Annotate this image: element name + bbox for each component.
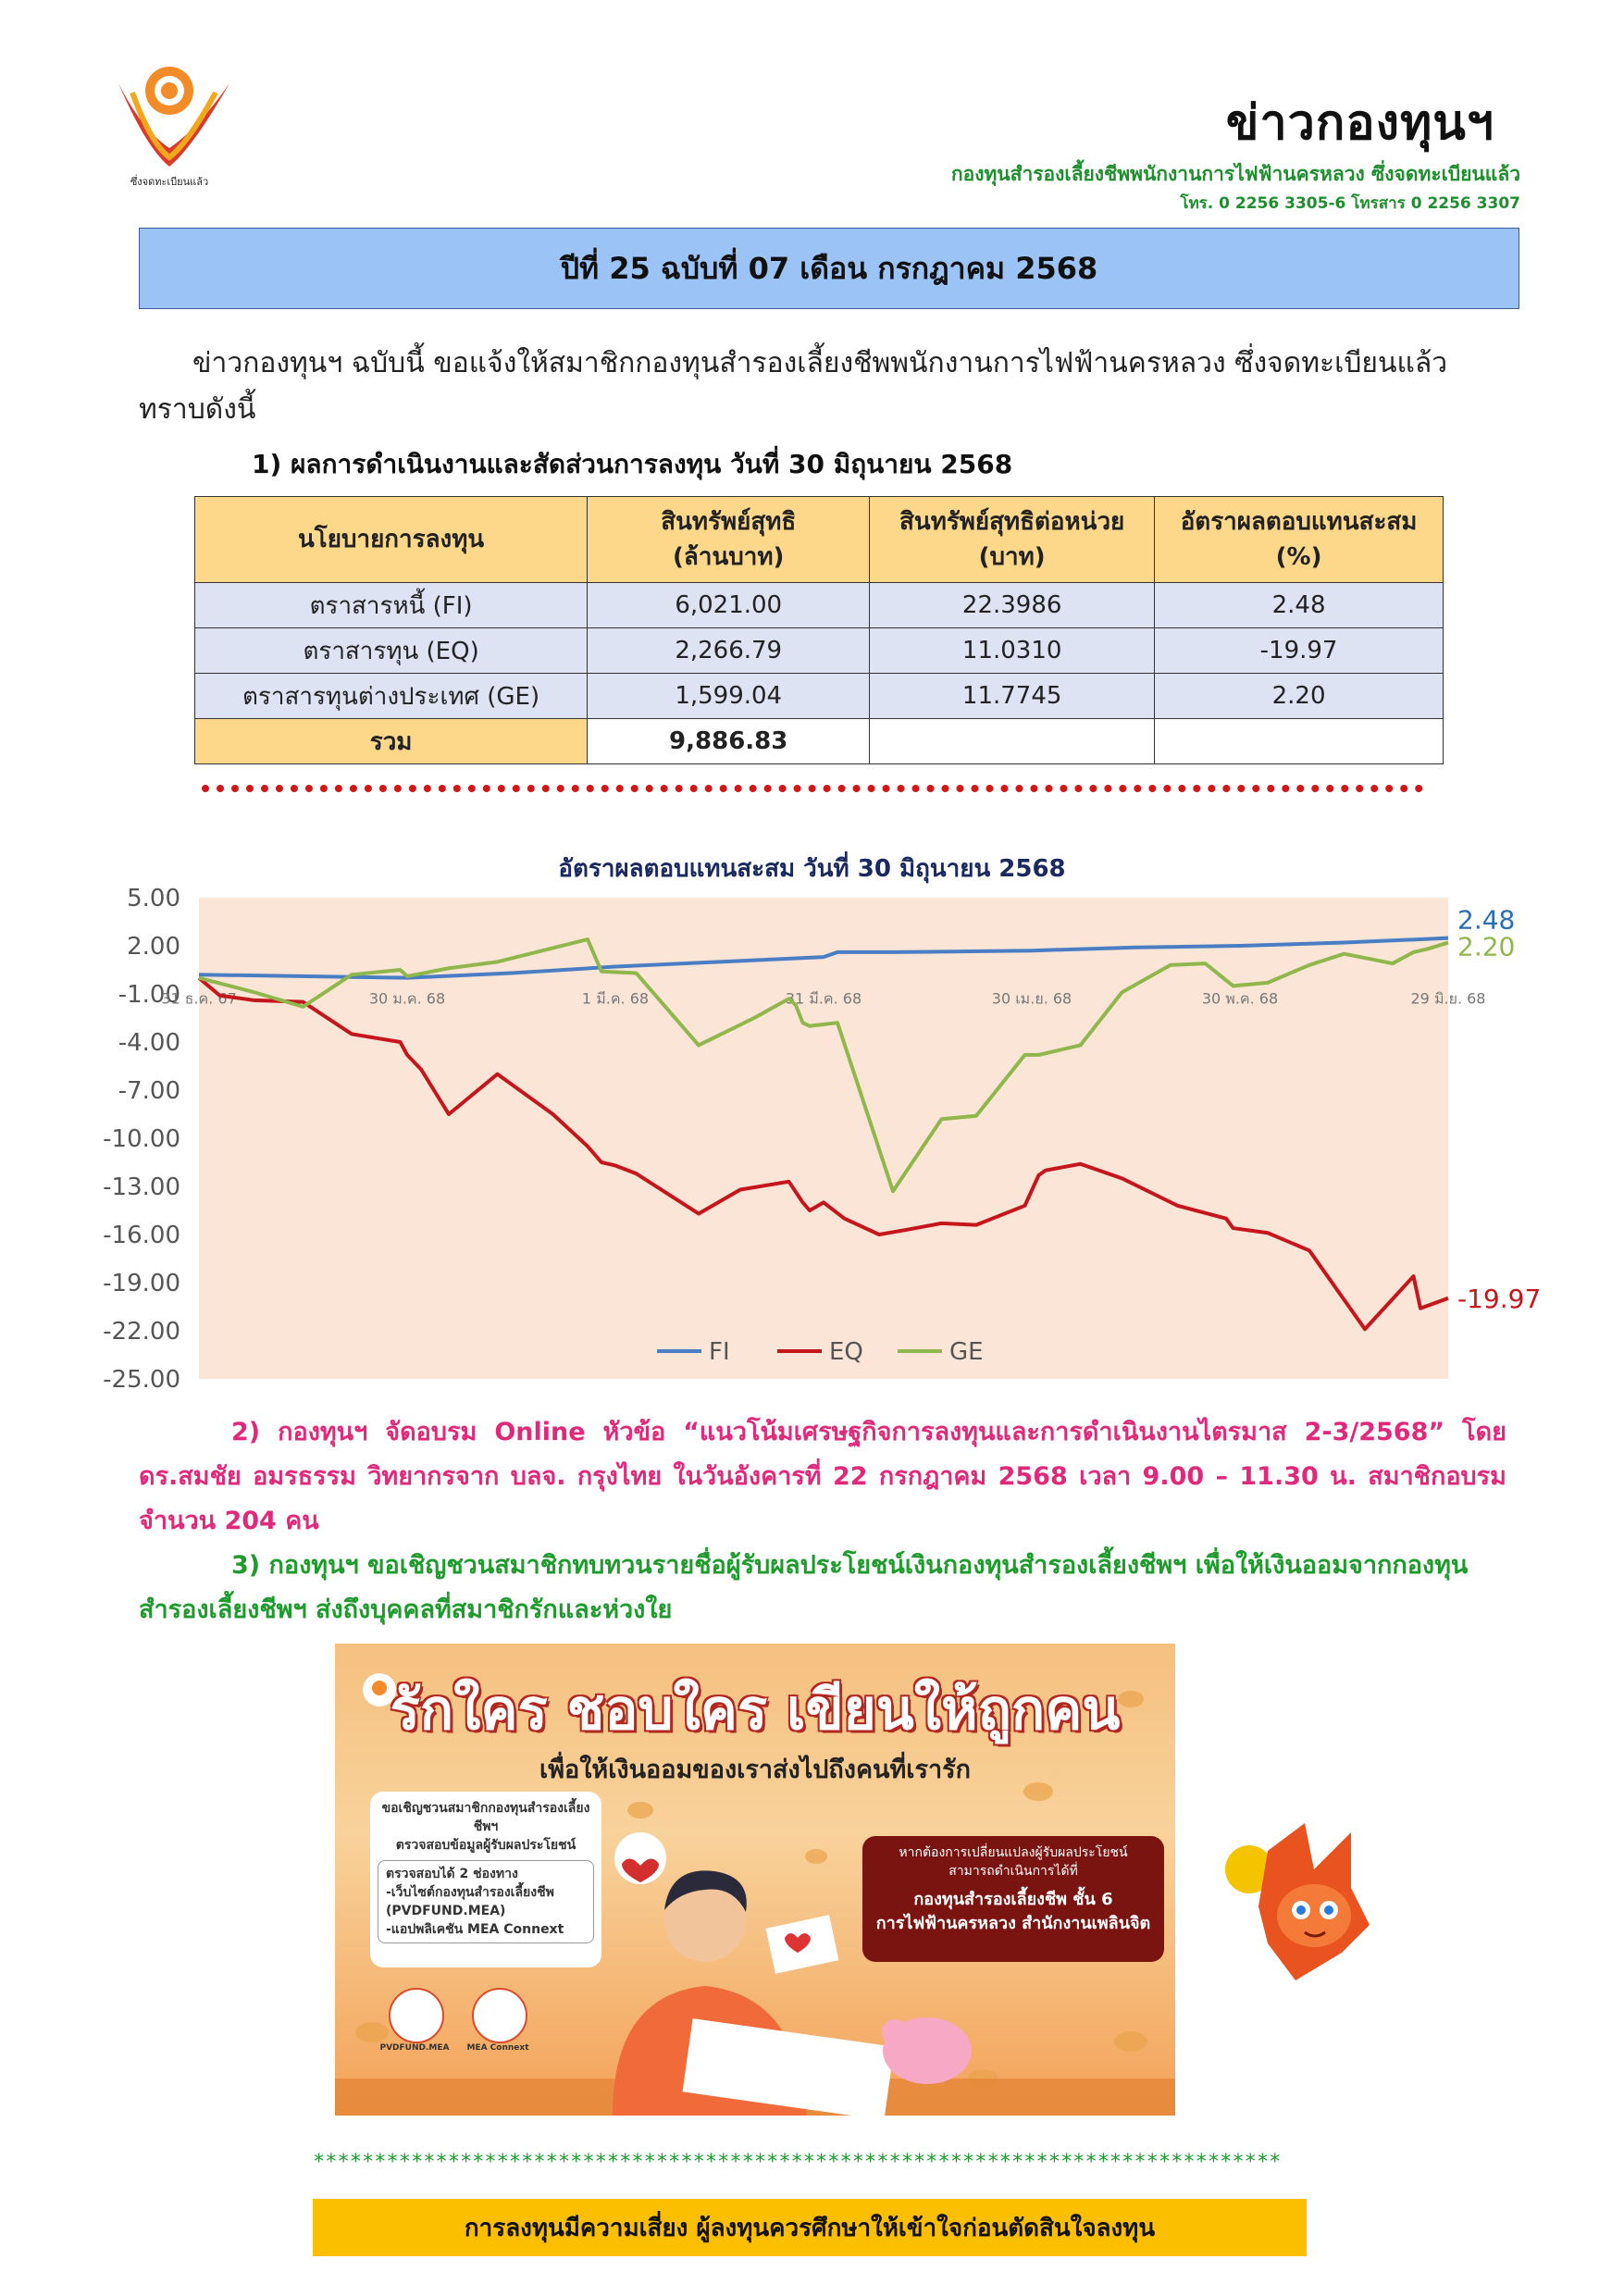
left-card-box-line1: -เว็บไซต์กองทุนสำรองเลี้ยงชีพ [386, 1885, 554, 1900]
globe-icon-label: PVDFUND.MEA [379, 2043, 450, 2053]
right-card-big1: กองทุนสำรองเลี้ยงชีพ ชั้น 6 [913, 1890, 1113, 1909]
left-card-box-title: ตรวจสอบได้ 2 ช่องทาง [386, 1867, 518, 1881]
x-tick-label: 31 มี.ค. 68 [785, 989, 862, 1008]
table-cell: 22.3986 [870, 583, 1155, 628]
intro-line1: ข่าวกองทุนฯ ฉบับนี้ ขอแจ้งให้สมาชิกกองทุนสำรองเลี้ยงชีพพนักงานการไฟฟ้านครหลวง ซึ่งจดทะเบียนแล้ว [192, 347, 1448, 379]
x-tick-label: 1 มี.ค. 68 [581, 989, 650, 1008]
y-tick-label: 2.00 [127, 933, 180, 961]
y-tick-label: -7.00 [118, 1077, 180, 1105]
performance-table [194, 496, 1444, 764]
section3-text: 3) กองทุนฯ ขอเชิญชวนสมาชิกทบทวนรายชื่อผู้รับผลประโยชน์เงินกองทุนสำรองเลี้ยงชีพฯ เพื่อให้เงินออมจากกองทุน สำรองเลี้ยงชีพฯ ส่งถึงบุคคลที่สมาชิกรักและห่วงใย [139, 1551, 1469, 1624]
table-cell [870, 719, 1155, 764]
legend-label: GE [949, 1338, 984, 1366]
star-divider: ******************************************************************************* [313, 2151, 1282, 2174]
banner-left-card [370, 1792, 601, 1967]
news-title: ข่าวกองทุนฯ [1225, 95, 1494, 151]
banner-title: รักใคร ชอบใคร เขียนให้ถูกคน [390, 1678, 1121, 1743]
table-cell: ตราสารหนี้ (FI) [195, 583, 588, 628]
table-cell: ตราสารทุนต่างประเทศ (GE) [195, 674, 588, 719]
section3-paragraph [139, 1544, 1506, 1632]
y-tick-label: -13.00 [103, 1173, 180, 1201]
risk-warning: การลงทุนมีความเสี่ยง ผู้ลงทุนควรศึกษาให้เข้าใจก่อนตัดสินใจลงทุน [313, 2199, 1307, 2256]
left-card-box [378, 1860, 594, 1943]
section1-heading: 1) ผลการดำเนินงานและสัดส่วนการลงทุน วันที่ 30 มิถุนายน 2568 [252, 449, 1013, 479]
chart-title: อัตราผลตอบแทนสะสม วันที่ 30 มิถุนายน 2568 [558, 855, 1066, 883]
globe-icon [389, 1988, 444, 2043]
end-label: 2.20 [1457, 931, 1516, 962]
dotted-divider [202, 785, 1423, 792]
banner-subtitle: เพื่อให้เงินออมของเราส่งไปถึงคนที่เรารัก [539, 1756, 972, 1784]
fund-name: กองทุนสำรองเลี้ยงชีพพนักงานการไฟฟ้านครหลวง ซึ่งจดทะเบียนแล้ว [950, 163, 1520, 185]
right-card-line1: หากต้องการเปลี่ยนแปลงผู้รับผลประโยชน์ [899, 1845, 1128, 1860]
y-tick-label: -19.00 [103, 1270, 180, 1297]
banner-right-card [862, 1836, 1164, 1962]
app-icon [472, 1988, 527, 2043]
table-cell: -19.97 [1155, 628, 1444, 674]
issue-banner: ปีที่ 25 ฉบับที่ 07 เดือน กรกฎาคม 2568 [139, 228, 1519, 309]
table-header-row [195, 497, 1444, 583]
table-row [195, 674, 1444, 719]
end-label: -19.97 [1457, 1283, 1542, 1314]
legend-label: EQ [829, 1338, 863, 1366]
legend-label: FI [709, 1338, 730, 1366]
y-tick-label: -25.00 [103, 1366, 180, 1394]
table-total-value: 9,886.83 [588, 719, 870, 764]
logo-caption: ซึ่งจดทะเบียนแล้ว [130, 176, 209, 188]
table-row [195, 583, 1444, 628]
y-tick-label: -16.00 [103, 1222, 180, 1249]
right-card-big2: การไฟฟ้านครหลวง สำนักงานเพลินจิต [875, 1914, 1151, 1933]
returns-chart [56, 879, 1573, 1397]
table-header-policy: นโยบายการลงทุน [195, 497, 588, 583]
table-cell: 1,599.04 [588, 674, 870, 719]
table-cell: 11.0310 [870, 628, 1155, 674]
table-header-nav-unit: สินทรัพย์สุทธิต่อหน่วย (บาท) [870, 497, 1155, 583]
fund-logo [81, 56, 248, 194]
table-cell: 2.48 [1155, 583, 1444, 628]
left-card-line2: ตรวจสอบข้อมูลผู้รับผลประโยชน์ [395, 1838, 576, 1853]
right-card-line2: สามารถดำเนินการได้ที่ [948, 1864, 1078, 1879]
x-tick-label: 30 พ.ค. 68 [1201, 989, 1279, 1008]
table-header-return: อัตราผลตอบแทนสะสม (%) [1155, 497, 1444, 583]
x-tick-label: 29 มิ.ย. 68 [1410, 989, 1486, 1008]
y-tick-label: -10.00 [103, 1125, 180, 1153]
y-tick-label: -1.00 [118, 981, 180, 1009]
x-tick-label: 31 ธ.ค. 67 [161, 989, 237, 1008]
app-icon-label: MEA Connext [466, 2043, 529, 2053]
intro-line2: ทราบดังนี้ [139, 393, 256, 426]
end-label: 2.48 [1457, 904, 1516, 936]
y-tick-label: -22.00 [103, 1318, 180, 1346]
beneficiary-banner [335, 1644, 1175, 2116]
table-row [195, 628, 1444, 674]
left-card-box-line2: (PVDFUND.MEA) [386, 1904, 506, 1918]
table-cell [1155, 719, 1444, 764]
x-tick-label: 30 เม.ย. 68 [991, 989, 1072, 1008]
y-tick-label: 5.00 [127, 885, 180, 912]
table-total-label: รวม [195, 719, 588, 764]
table-total-row [195, 719, 1444, 764]
x-tick-label: 30 ม.ค. 68 [368, 989, 446, 1008]
table-header-nav: สินทรัพย์สุทธิ (ล้านบาท) [588, 497, 870, 583]
left-card-line1: ขอเชิญชวนสมาชิกกองทุนสำรองเลี้ยงชีพฯ [381, 1801, 590, 1834]
intro-paragraph [139, 341, 1508, 433]
table-cell: 11.7745 [870, 674, 1155, 719]
fund-contact: โทร. 0 2256 3305-6 โทรสาร 0 2256 3307 [1180, 194, 1520, 213]
left-card-box-line3: -แอปพลิเคชัน MEA Connext [386, 1922, 564, 1937]
table-cell: 2.20 [1155, 674, 1444, 719]
section2-paragraph [139, 1410, 1506, 1544]
mascot-illustration [1212, 1814, 1397, 1999]
y-tick-label: -4.00 [118, 1029, 180, 1057]
table-cell: ตราสารทุน (EQ) [195, 628, 588, 674]
table-cell: 6,021.00 [588, 583, 870, 628]
table-cell: 2,266.79 [588, 628, 870, 674]
section2-text: 2) กองทุนฯ จัดอบรม Online หัวข้อ “แนวโน้มเศรษฐกิจการลงทุนและการดำเนินงานไตรมาส 2-3/2568” โดย ดร.สมชัย อมรธรรม วิทยากรจาก บลจ. กรุงไทย ในวันอังคารที่ 22 กรกฎาคม 2568 เวลา 9.00 – 11.30 น. สมาชิกอบรม จำนวน 204 คน [139, 1418, 1506, 1535]
